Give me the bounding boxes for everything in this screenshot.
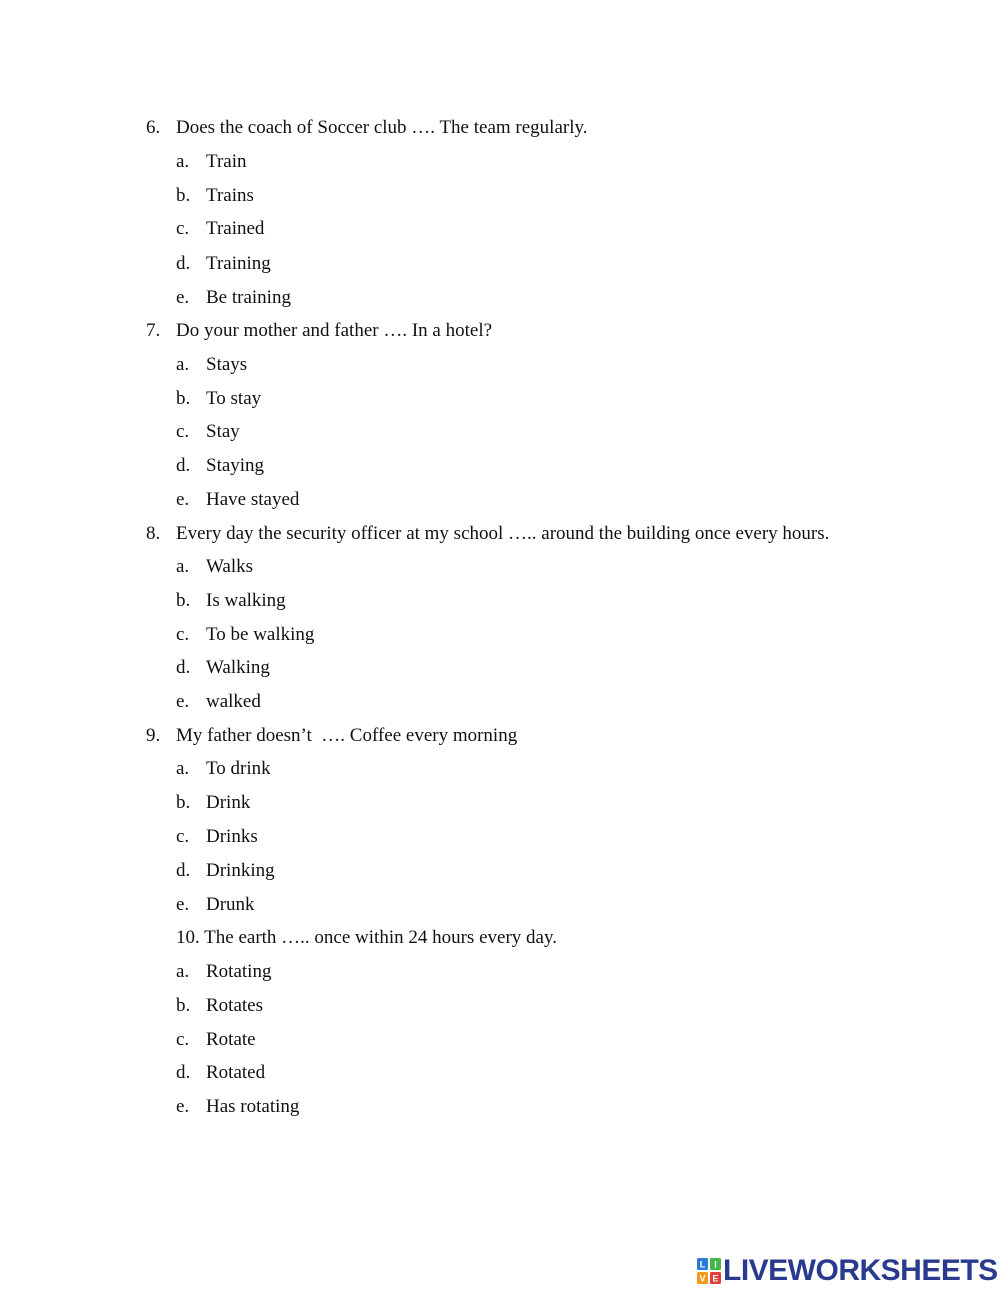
question-body: The earth ….. once within 24 hours every day. <box>204 927 557 948</box>
option-letter: c. <box>176 218 190 239</box>
option-text: Drunk <box>206 894 255 915</box>
option-text: Rotate <box>206 1029 256 1050</box>
option-text: Stays <box>206 354 248 375</box>
brand-name: LIVEWORKSHEETS <box>723 1254 998 1287</box>
option-text: To be walking <box>206 624 315 645</box>
option-text: To stay <box>206 388 262 409</box>
option-text: Walking <box>206 657 270 678</box>
question-text: My father doesn’t …. Coffee every morning <box>176 725 518 746</box>
option-text: Train <box>206 151 247 172</box>
option-text: Trains <box>206 185 254 206</box>
option-text: Drinks <box>206 826 258 847</box>
option-text: Training <box>206 253 271 274</box>
option-letter: b. <box>176 995 191 1016</box>
option-letter: e. <box>176 287 190 308</box>
option-letter: e. <box>176 894 190 915</box>
option-letter: a. <box>176 556 190 577</box>
question-text <box>176 926 557 950</box>
option-letter: a. <box>176 354 190 375</box>
option-letter: b. <box>176 388 191 409</box>
option-text: Be training <box>206 287 291 308</box>
option-text: Have stayed <box>206 489 300 510</box>
option-letter: d. <box>176 455 191 476</box>
option-text: Rotated <box>206 1062 266 1083</box>
liveworksheets-logo-icon <box>697 1258 721 1284</box>
option-text: Rotates <box>206 995 263 1016</box>
option-letter: c. <box>176 421 190 442</box>
option-text: To drink <box>206 758 271 779</box>
option-letter: b. <box>176 590 191 611</box>
liveworksheets-brand <box>697 1256 998 1286</box>
option-letter: a. <box>176 151 190 172</box>
svg-text:V: V <box>699 1273 706 1284</box>
option-letter: a. <box>176 961 190 982</box>
option-text: Trained <box>206 218 265 239</box>
option-text: walked <box>206 691 261 712</box>
option-letter: d. <box>176 253 191 274</box>
svg-text:I: I <box>714 1259 717 1270</box>
option-text: Rotating <box>206 961 272 982</box>
option-text: Staying <box>206 455 265 476</box>
question-number: 9. <box>146 725 161 746</box>
question-number: 10. <box>176 927 200 948</box>
question-number: 6. <box>146 117 161 138</box>
option-letter: d. <box>176 860 191 881</box>
question-number: 7. <box>146 320 161 341</box>
option-letter: c. <box>176 826 190 847</box>
option-letter: a. <box>176 758 190 779</box>
option-letter: d. <box>176 657 191 678</box>
question-number: 8. <box>146 523 161 544</box>
option-letter: c. <box>176 1029 190 1050</box>
option-text: Drink <box>206 792 251 813</box>
option-letter: c. <box>176 624 190 645</box>
option-letter: e. <box>176 489 190 510</box>
svg-text:E: E <box>712 1273 719 1284</box>
question-text: Do your mother and father …. In a hotel? <box>176 320 493 341</box>
option-text: Has rotating <box>206 1096 300 1117</box>
svg-text:L: L <box>699 1259 706 1270</box>
option-letter: e. <box>176 691 190 712</box>
question-text: Does the coach of Soccer club …. The team regularly. <box>176 117 588 138</box>
question-text: Every day the security officer at my school ….. around the building once every hours. <box>176 523 830 544</box>
option-text: Drinking <box>206 860 275 881</box>
option-letter: d. <box>176 1062 191 1083</box>
option-text: Stay <box>206 421 240 442</box>
option-text: Walks <box>206 556 254 577</box>
option-text: Is walking <box>206 590 286 611</box>
option-letter: b. <box>176 185 191 206</box>
option-letter: b. <box>176 792 191 813</box>
option-letter: e. <box>176 1096 190 1117</box>
